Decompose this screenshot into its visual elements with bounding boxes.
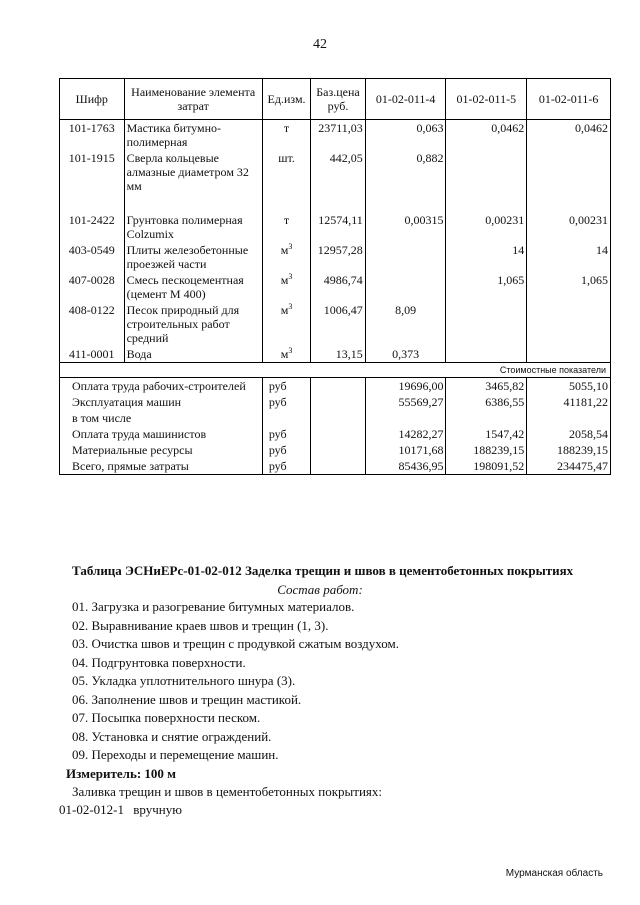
totals-value-5: 188239,15 [446,442,527,458]
footer-region: Мурманская область [505,868,603,879]
totals-value-6 [527,410,611,426]
table-row [60,346,611,363]
header-code: Шифр [60,79,125,120]
totals-value-4: 85436,95 [365,458,446,475]
row-code: 101-2422 [60,212,125,242]
totals-value-5: 198091,52 [446,458,527,475]
totals-name: Оплата труда машинистов [60,426,263,442]
totals-unit: руб [262,458,310,475]
row-unit: шт. [262,150,310,212]
row-code: 408-0122 [60,302,125,346]
totals-value-5: 1547,42 [446,426,527,442]
list-item: 02. Выравнивание краев швов и трещин (1, 3). [72,617,329,633]
row-value-5 [446,150,527,212]
totals-value-6: 234475,47 [527,458,611,475]
table-header-row [60,79,611,120]
task-description: Заливка трещин и швов в цементобетонных покрытиях: [72,784,382,799]
row-value-4: 0,063 [365,120,446,151]
totals-value-6: 2058,54 [527,426,611,442]
section-subtitle: Состав работ: [277,582,363,597]
row-name: Сверла кольцевые алмазные диаметром 32 мм [124,150,262,212]
row-code: 403-0549 [60,242,125,272]
totals-row [60,378,611,395]
totals-name: Эксплуатация машин [60,394,263,410]
totals-value-4: 10171,68 [365,442,446,458]
row-value-6 [527,302,611,346]
list-item: 04. Подгрунтовка поверхности. [72,654,246,670]
row-value-5: 14 [446,242,527,272]
list-item: 03. Очистка швов и трещин с продувкой сжатым воздухом. [72,636,400,651]
row-value-4: 8,09 [365,302,446,346]
row-price: 23711,03 [311,120,365,151]
totals-unit [262,410,310,426]
header-col-4: 01-02-011-4 [365,79,446,120]
totals-value-6: 188239,15 [527,442,611,458]
row-unit: $м^3$ [262,346,310,363]
row-name: Песок природный для строительных работ средний [124,302,262,346]
totals-name: Оплата труда рабочих-строителей [60,378,263,395]
totals-value-5 [446,410,527,426]
header-name: Наименование элемента затрат [124,79,262,120]
totals-value-4: 19696,00 [365,378,446,395]
totals-unit: руб [262,426,310,442]
row-code: 407-0028 [60,272,125,302]
list-item: 06. Заполнение швов и трещин мастикой. [72,691,302,707]
totals-unit: руб [262,442,310,458]
row-code: 411-0001 [60,346,125,363]
row-code: 101-1763 [60,120,125,151]
row-price: 1006,47 [311,302,365,346]
table-row [60,272,611,302]
totals-value-5: 3465,82 [446,378,527,395]
row-value-5: 0,00231 [446,212,527,242]
row-name: Плиты железобетонные проезжей части [124,242,262,272]
totals-value-6: 5055,10 [527,378,611,395]
totals-value-6: 41181,22 [527,394,611,410]
list-item: 09. Переходы и перемещение машин. [72,747,279,762]
cost-caption: Стоимостные показатели [60,363,611,378]
row-name: Грунтовка полимерная Colzumix [124,212,262,242]
cost-caption-row [60,363,611,378]
row-value-4: 0,00315 [365,212,446,242]
totals-name: в том числе [60,410,263,426]
row-unit: т [262,212,310,242]
totals-value-5: 6386,55 [446,394,527,410]
row-unit: т [262,120,310,151]
row-value-4: 0,882 [365,150,446,212]
table-row [60,212,611,242]
row-value-4 [365,242,446,272]
row-unit: $м^3$ [262,302,310,346]
row-value-6 [527,346,611,363]
totals-row [60,426,611,442]
totals-unit: руб [262,394,310,410]
row-name: Вода [124,346,262,363]
measure-unit: Измеритель: 100 м [66,766,177,781]
row-name: Смесь пескоцементная (цемент М 400) [124,272,262,302]
header-col-6: 01-02-011-6 [527,79,611,120]
totals-row [60,410,611,426]
totals-name: Материальные ресурсы [60,442,263,458]
totals-empty [311,442,365,458]
list-item: 08. Установка и снятие ограждений. [72,728,272,744]
totals-empty [311,458,365,475]
totals-row [60,458,611,475]
row-value-4 [365,272,446,302]
row-value-6 [527,150,611,212]
row-price: 13,15 [311,346,365,363]
table-row [60,120,611,151]
row-value-5: 1,065 [446,272,527,302]
totals-value-4 [365,410,446,426]
row-value-6: 0,0462 [527,120,611,151]
row-value-4: 0,373 [365,346,446,363]
row-code: 101-1915 [60,150,125,212]
code-label: 01-02-012-1 [59,802,124,817]
row-name: Мастика битумно-полимерная [124,120,262,151]
section-title: Таблица ЭСНиЕРс-01-02-012 Заделка трещин и швов в цементобетонных покрытиях [72,563,574,578]
resource-table [59,78,611,475]
row-value-6: 1,065 [527,272,611,302]
row-unit: $м^3$ [262,242,310,272]
row-price: 4986,74 [311,272,365,302]
row-price: 12957,28 [311,242,365,272]
row-value-5: 0,0462 [446,120,527,151]
totals-row [60,394,611,410]
totals-row [60,442,611,458]
totals-unit: руб [262,378,310,395]
code-description: вручную [133,802,182,817]
list-item: 05. Укладка уплотнительного шнура (3). [72,673,296,688]
totals-empty [311,410,365,426]
row-value-6: 14 [527,242,611,272]
header-unit: Ед.изм. [262,79,310,120]
row-value-5 [446,346,527,363]
table-row [60,150,611,212]
list-item: 07. Посыпка поверхности песком. [72,710,261,725]
row-value-5 [446,302,527,346]
table-row [60,242,611,272]
totals-value-4: 14282,27 [365,426,446,442]
work-steps-list [72,598,399,765]
header-price: Баз.цена руб. [311,79,365,120]
totals-name: Всего, прямые затраты [60,458,263,475]
row-price: 442,05 [311,150,365,212]
header-col-5: 01-02-011-5 [446,79,527,120]
totals-empty [311,378,365,395]
page-number: 42 [313,37,327,52]
row-price: 12574,11 [311,212,365,242]
list-item: 01. Загрузка и разогревание битумных материалов. [72,599,355,614]
totals-empty [311,394,365,410]
table-row [60,302,611,346]
code-row [59,802,182,818]
row-unit: $м^3$ [262,272,310,302]
totals-value-4: 55569,27 [365,394,446,410]
row-value-6: 0,00231 [527,212,611,242]
totals-empty [311,426,365,442]
